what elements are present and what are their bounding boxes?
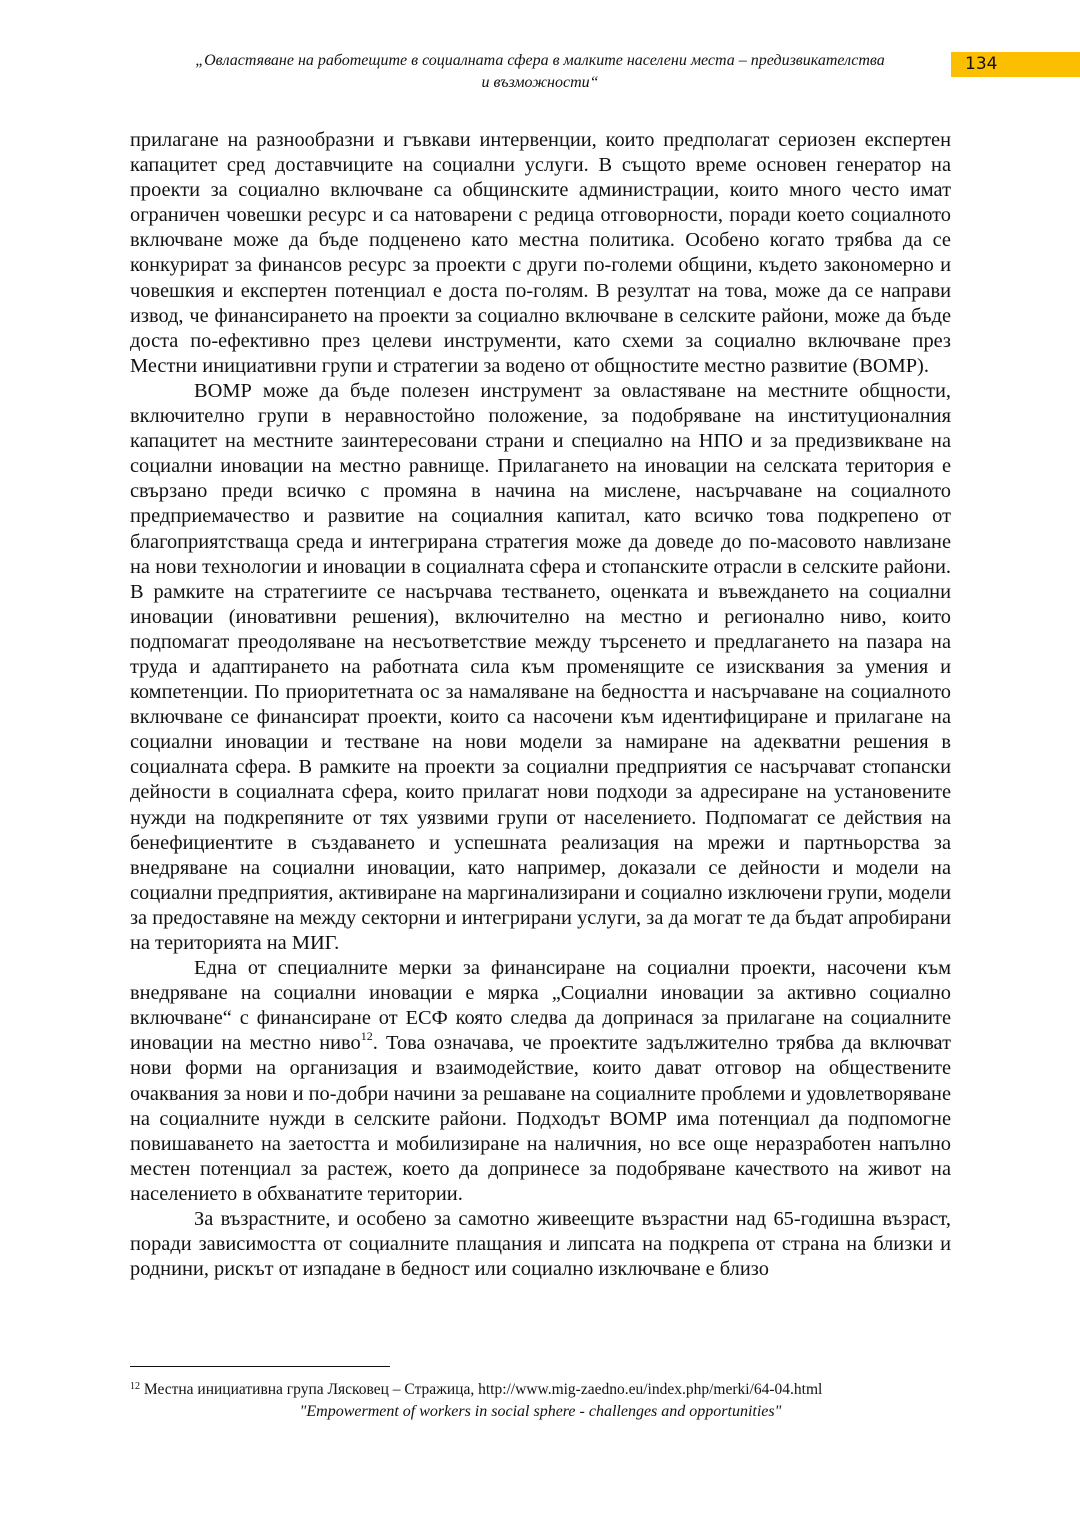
header-title-line-2: и възможности“ bbox=[481, 74, 599, 91]
running-footer: "Empowerment of workers in social sphere - challenges and opportunities" bbox=[299, 1403, 782, 1420]
paragraph-3 bbox=[130, 956, 951, 1207]
paragraph-1: прилагане на разнообразни и гъвкави интервенции, които предполагат сериозен експертен капацитет сред доставчиците на социални услуги. В същото време основен генератор на проекти за социално включване са общинските администрации, които много често имат ограничен човешки ресурс и са натоварени с редица отговорности, поради което социалното включване може да бъде подценено като местна политика. Особено когато трябва да се конкурират за финансов ресурс за проекти с други по-големи общини, където закономерно и човешкия и експертен потенциал е доста по-голям. В резултат на това, може да се направи извод, че финансирането на проекти за социално включване в селските райони, може да бъде доста по-ефективно през целеви инструменти, като схеми за социално включване през Местни инициативни групи и стратегии за водено от общностите местно развитие (ВОМР). bbox=[130, 129, 951, 377]
running-header bbox=[130, 50, 950, 94]
footnote-reference[interactable]: 12 bbox=[360, 1029, 373, 1044]
paragraph-4: За възрастните, и особено за самотно живеещите възрастни над 65-годишна възраст, поради зависимостта от социалните плащания и липсата на подкрепа от страна на близки и роднини, рискът от изпадане в бедност или социално изключване е близо bbox=[130, 1208, 951, 1281]
footnote-separator bbox=[130, 1366, 390, 1367]
page-number-badge: 134 bbox=[951, 52, 1080, 77]
footnote bbox=[130, 1380, 990, 1400]
paragraph-3-part-1: Една от специалните мерки за финансиране на социални проекти, насочени към внедряване на социални иновации е мярка „Социални иновации за активно социално включване“ с финансиране от ЕСФ която следва да допринася за прилагане на социалните иновации на местно ниво bbox=[130, 957, 951, 1055]
header-title-line-1: „Овластяване на работещите в социалната сфера в малките населени места – предизвикателства bbox=[195, 52, 885, 69]
paragraph-3-part-2: . Това означава, че проектите задължително трябва да включват нови форми на организация и взаимодействие, които дават отговор на обществените очаквания за нови и по-добри начини за решаване на социалните проблеми и удовлетворяване на социалните нужди в селските райони. Подходът ВОМР има потенциал да подпомогне повишаването на заетостта и мобилизиране на наличния, но все още неразработен напълно местен потенциал за растеж, което да допринесе за подобряване качеството на живот на населението в обхванатите територии. bbox=[130, 1032, 951, 1205]
footnote-text: Местна инициативна група Лясковец – Стражица, http://www.mig-zaedno.eu/index.php/merki/64-04.html bbox=[143, 1381, 823, 1398]
paragraph-2: ВОМР може да бъде полезен инструмент за овластяване на местните общности, включително групи в неравностойно положение, за подобряване на институционалния капацитет на местните заинтересовани страни и специално на НПО и за предизвикване на социални иновации на местно равнище. Прилагането на иновации на селската територия е свързано преди всичко с промяна в начина на мислене, насърчаване на социалното предприемачество и развитие на социалния капитал, като всичко това подкрепено от благоприятстваща среда и интегрирана стратегия може да доведе до по-масовото навлизане на нови технологии и иновации в социалната сфера и стопанските отрасли в селските райони. В рамките на стратегиите се насърчава тестването, оценката и въвеждането на социални иновации (иновативни решения), включително на местно и регионално ниво, които подпомагат преодоляване на несъответствие между търсенето и предлагането на пазара на труда и адаптирането на работната сила към променящите се изисквания за умения и компетенции. По приоритетната ос за намаляване на бедността и насърчаване на социалното включване се финансират проекти, които са насочени към идентифициране и прилагане на социални иновации и тестване на нови модели за намиране на адекватни решения в социалната сфера. В рамките на проекти за социални предприятия се насърчават стопански дейности в социалната сфера, които прилагат нови подходи за адресиране на установените нужди на подкрепяните от тях уязвими групи от населението. Подпомагат се действия на бенефициентите в създаването и успешната реализация на мрежи и партньорства за внедряване на социални иновации, като например, доказали се дейности и модели на социални предприятия, активиране на маргинализирани и социално изключени групи, модели за предоставяне на между секторни и интегрирани услуги, за да могат те да бъдат апробирани на територията на МИГ. bbox=[130, 379, 951, 954]
main-text bbox=[130, 128, 951, 1282]
footnote-number: 12 bbox=[130, 1381, 140, 1392]
